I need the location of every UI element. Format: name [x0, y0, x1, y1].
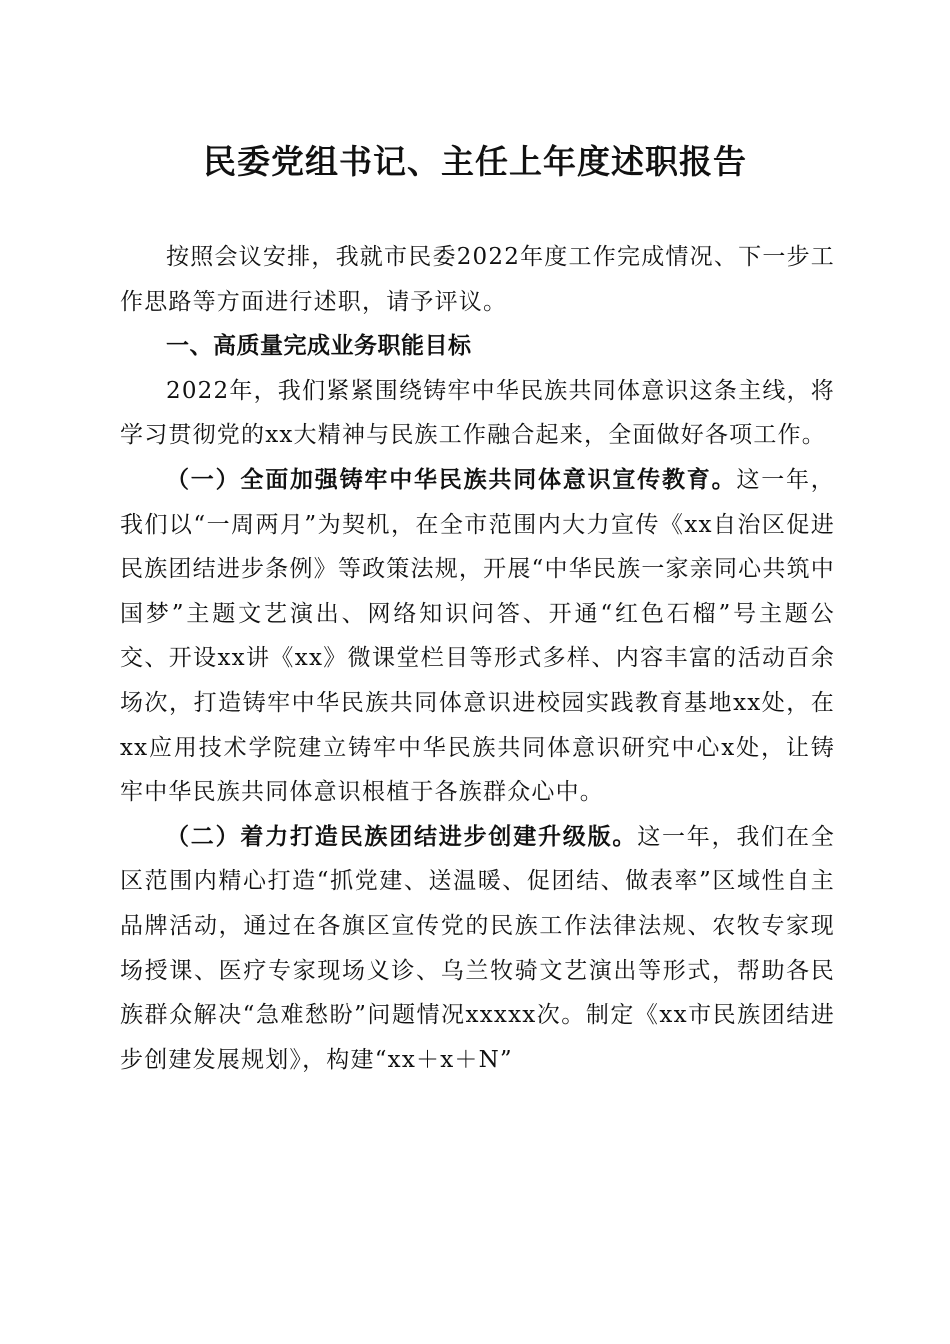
subsection-2-paragraph	[120, 815, 835, 1083]
document-body	[120, 235, 835, 1082]
section-summary-paragraph: 2022年，我们紧紧围绕铸牢中华民族共同体意识这条主线，将学习贯彻党的xx大精神与民族工作融合起来，全面做好各项工作。	[120, 377, 835, 449]
intro-paragraph: 按照会议安排，我就市民委2022年度工作完成情况、下一步工作思路等方面进行述职，请予评议。	[120, 244, 835, 315]
subsection-1-text: 这一年，我们以“一周两月”为契机，在全市范围内大力宣传《xx自治区促进民族团结进步条例》等政策法规，开展“中华民族一家亲同心共筑中国梦”主题文艺演出、网络知识问答、开通“红色石榴”号主题公交、开设xx讲《xx》微课堂栏目等形式多样、内容丰富的活动百余场次，打造铸牢中华民族共同体意识进校园实践教育基地xx处，在xx应用技术学院建立铸牢中华民族共同体意识研究中心x处，让铸牢中华民族共同体意识根植于各族群众心中。	[120, 466, 835, 806]
document-title: 民委党组书记、主任上年度述职报告	[203, 142, 747, 181]
subsection-2-heading: （二）着力打造民族团结进步创建升级版。	[166, 822, 638, 850]
subsection-2-text: 这一年，我们在全区范围内精心打造“抓党建、送温暖、促团结、做表率”区域性自主品牌活动，通过在各旗区宣传党的民族工作法律法规、农牧专家现场授课、医疗专家现场义诊、乌兰牧骑文艺演出等形式，帮助各民族群众解决“急难愁盼”问题情况xxxxx次。制定《xx市民族团结进步创建发展规划》，构建“xx＋x＋N”	[120, 823, 835, 1073]
subsection-1-heading: （一）全面加强铸牢中华民族共同体意识宣传教育。	[166, 465, 737, 493]
subsection-1-paragraph	[120, 458, 835, 815]
section-heading: 一、高质量完成业务职能目标	[166, 333, 472, 360]
